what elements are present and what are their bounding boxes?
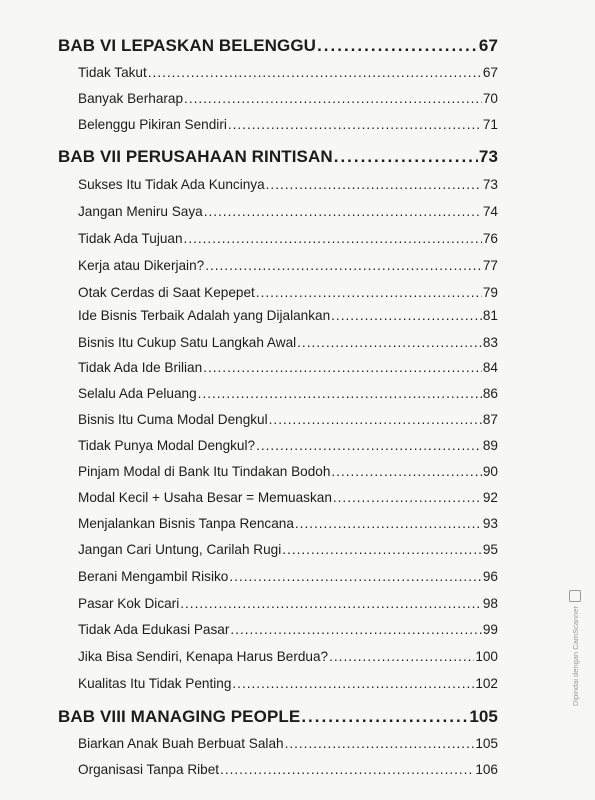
toc-chapter-title: BAB VII PERUSAHAAN RINTISAN (58, 147, 333, 166)
dot-leader (229, 569, 482, 584)
toc-entry-title: Belenggu Pikiran Sendiri (78, 117, 227, 132)
toc-entry[interactable] (78, 569, 498, 584)
toc-page-number: 73 (478, 147, 498, 166)
toc-page-number: 99 (482, 622, 498, 637)
toc-entry-title: Modal Kecil + Usaha Besar = Memuaskan (78, 490, 332, 505)
toc-entry[interactable] (78, 622, 498, 637)
dot-leader (203, 360, 482, 375)
toc-page-number: 106 (475, 762, 498, 777)
toc-entry-title: Tidak Takut (78, 65, 147, 80)
toc-page-number: 73 (482, 177, 498, 192)
toc-entry-title: Banyak Berharap (78, 91, 184, 106)
toc-entry[interactable] (78, 386, 498, 401)
dot-leader (232, 676, 474, 691)
toc-page-number: 92 (482, 490, 498, 505)
toc-entry-title: Bisnis Itu Cuma Modal Dengkul (78, 412, 268, 427)
dot-leader (180, 596, 482, 611)
dot-leader (230, 622, 481, 637)
toc-entry[interactable] (78, 335, 498, 350)
toc-entry[interactable] (78, 649, 498, 664)
toc-entry[interactable] (78, 308, 498, 323)
toc-page-number: 95 (482, 542, 498, 557)
dot-leader (220, 762, 474, 777)
dot-leader (285, 736, 475, 751)
dot-leader (198, 386, 482, 401)
toc-entry-title: Tidak Ada Edukasi Pasar (78, 622, 230, 637)
toc-page-number: 96 (482, 569, 498, 584)
toc-chapter-7[interactable] (58, 147, 498, 167)
toc-page-number: 76 (482, 231, 498, 246)
toc-page-number: 74 (482, 204, 498, 219)
toc-entry-title: Tidak Ada Tujuan (78, 231, 183, 246)
dot-leader (269, 412, 482, 427)
toc-entry-title: Bisnis Itu Cukup Satu Langkah Awal (78, 335, 297, 350)
toc-entry[interactable] (78, 542, 498, 557)
toc-entry-title: Organisasi Tanpa Ribet (78, 762, 220, 777)
toc-entry[interactable] (78, 762, 498, 777)
toc-entry[interactable] (78, 596, 498, 611)
toc-entry[interactable] (78, 438, 498, 453)
toc-chapter-6[interactable] (58, 36, 498, 56)
toc-page-number: 71 (482, 117, 498, 132)
toc-page-number: 84 (482, 360, 498, 375)
toc-entry-title: Otak Cerdas di Saat Kepepet (78, 285, 255, 300)
toc-page-number: 89 (482, 438, 498, 453)
dot-leader (256, 285, 482, 300)
dot-leader (184, 231, 482, 246)
toc-entry-title: Jika Bisa Sendiri, Kenapa Harus Berdua? (78, 649, 329, 664)
toc-page-number: 102 (475, 676, 498, 691)
dot-leader (333, 490, 482, 505)
dot-leader (266, 177, 482, 192)
toc-page-number: 98 (482, 596, 498, 611)
toc-page-number: 86 (482, 386, 498, 401)
toc-page-number: 83 (482, 335, 498, 350)
toc-entry[interactable] (78, 204, 498, 219)
dot-leader (148, 65, 482, 80)
toc-chapter-8[interactable] (58, 707, 498, 727)
toc-entry[interactable] (78, 360, 498, 375)
toc-page-number: 77 (482, 258, 498, 273)
toc-entry-title: Biarkan Anak Buah Berbuat Salah (78, 736, 284, 751)
dot-leader (184, 91, 482, 106)
toc-entry[interactable] (78, 285, 498, 300)
scanner-watermark-text: Dipindai dengan CamScanner (570, 606, 580, 707)
dot-leader (317, 36, 478, 56)
dot-leader (204, 204, 482, 219)
dot-leader (256, 438, 482, 453)
toc-entry[interactable] (78, 231, 498, 246)
toc-entry-title: Kualitas Itu Tidak Penting (78, 676, 232, 691)
dot-leader (331, 464, 481, 479)
toc-page-number: 105 (469, 707, 498, 726)
toc-page-number: 87 (482, 412, 498, 427)
toc-entry[interactable] (78, 464, 498, 479)
toc-entry[interactable] (78, 412, 498, 427)
dot-leader (297, 335, 482, 350)
toc-entry[interactable] (78, 490, 498, 505)
toc-page-number: 70 (482, 91, 498, 106)
toc-entry-title: Pinjam Modal di Bank Itu Tindakan Bodoh (78, 464, 331, 479)
toc-page-number: 67 (482, 65, 498, 80)
toc-entry-title: Menjalankan Bisnis Tanpa Rencana (78, 516, 294, 531)
toc-entry[interactable] (78, 516, 498, 531)
toc-entry-title: Pasar Kok Dicari (78, 596, 180, 611)
toc-page-number: 93 (482, 516, 498, 531)
toc-entry[interactable] (78, 91, 498, 106)
toc-entry[interactable] (78, 736, 498, 751)
toc-entry[interactable] (78, 177, 498, 192)
toc-entry[interactable] (78, 65, 498, 80)
toc-entry-title: Selalu Ada Peluang (78, 386, 197, 401)
toc-chapter-title: BAB VIII MANAGING PEOPLE (58, 707, 301, 726)
toc-entry-title: Tidak Ada Ide Brilian (78, 360, 203, 375)
toc-entry-title: Kerja atau Dikerjain? (78, 258, 205, 273)
toc-entry[interactable] (78, 117, 498, 132)
toc-entry-title: Jangan Meniru Saya (78, 204, 203, 219)
camscanner-icon (569, 590, 581, 602)
dot-leader (331, 308, 482, 323)
toc-page-number: 105 (475, 736, 498, 751)
toc-entry-title: Ide Bisnis Terbaik Adalah yang Dijalankan (78, 308, 331, 323)
toc-entry-title: Berani Mengambil Risiko (78, 569, 229, 584)
dot-leader (282, 542, 482, 557)
dot-leader (205, 258, 482, 273)
dot-leader (228, 117, 482, 132)
toc-page-number: 90 (482, 464, 498, 479)
toc-entry-title: Sukses Itu Tidak Ada Kuncinya (78, 177, 265, 192)
scanner-watermark (568, 590, 582, 790)
toc-page-number: 100 (475, 649, 498, 664)
dot-leader (301, 707, 468, 727)
toc-page-number: 79 (482, 285, 498, 300)
toc-entry[interactable] (78, 676, 498, 691)
toc-page-number: 67 (478, 36, 498, 55)
dot-leader (295, 516, 482, 531)
dot-leader (334, 147, 478, 167)
toc-entry-title: Jangan Cari Untung, Carilah Rugi (78, 542, 282, 557)
dot-leader (329, 649, 474, 664)
toc-page-number: 81 (482, 308, 498, 323)
toc-entry[interactable] (78, 258, 498, 273)
toc-chapter-title: BAB VI LEPASKAN BELENGGU (58, 36, 317, 55)
toc-entry-title: Tidak Punya Modal Dengkul? (78, 438, 256, 453)
